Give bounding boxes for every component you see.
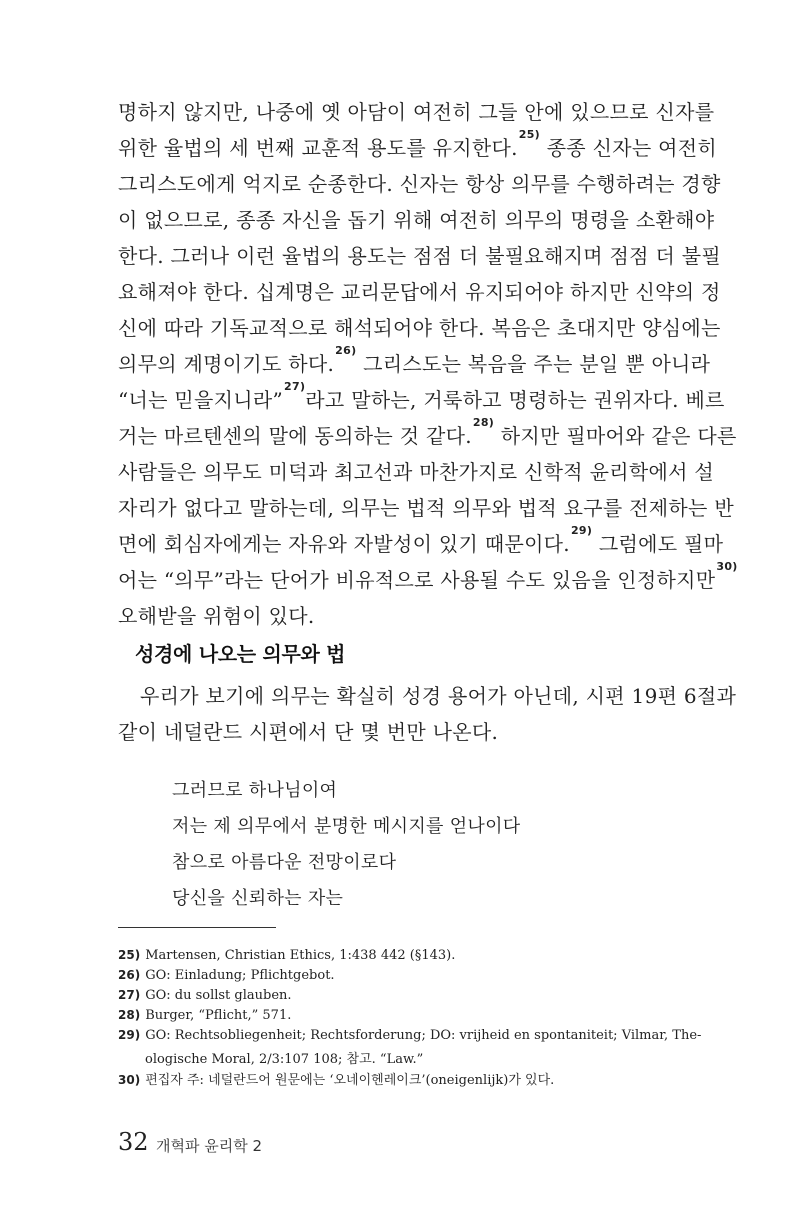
body-text: 그리스도는 복음을 주는 분일 뿐 아니라 bbox=[363, 352, 711, 376]
body-line: 이 없으므로, 종종 자신을 돕기 위해 여전히 의무의 명령을 소환해야 bbox=[118, 208, 715, 232]
body-line: 명하지 않지만, 나중에 옛 아담이 여전히 그들 안에 있으므로 신자를 bbox=[118, 100, 715, 124]
footnote-ref[interactable]: 30) bbox=[716, 560, 738, 573]
section-heading: 성경에 나오는 의무와 법 bbox=[135, 642, 346, 666]
footnote-ref[interactable]: 27) bbox=[284, 380, 306, 393]
body-line bbox=[118, 344, 711, 377]
poem-line: 저는 제 의무에서 분명한 메시지를 얻나이다 bbox=[172, 816, 521, 837]
footnote-ref[interactable]: 25) bbox=[518, 128, 541, 141]
body-line: 신에 따라 기독교적으로 해석되어야 한다. 복음은 초대지만 양심에는 bbox=[118, 316, 721, 340]
body-line: 같이 네덜란드 시편에서 단 몇 번만 나온다. bbox=[118, 720, 499, 744]
footnote: 25) Martensen, Christian Ethics, 1:438 442 (§143). bbox=[118, 948, 456, 963]
body-line bbox=[118, 128, 717, 161]
body-text: 거는 마르텐센의 말에 동의하는 것 같다. bbox=[118, 424, 472, 448]
body-text: 하지만 필마어와 같은 다른 bbox=[500, 424, 737, 448]
body-text: 어는 “의무”라는 단어가 비유적으로 사용될 수도 있음을 인정하지만 bbox=[118, 568, 716, 592]
body-line: 우리가 보기에 의무는 확실히 성경 용어가 아닌데, 시편 19편 6절과 bbox=[140, 684, 737, 708]
running-footer-title: 개혁파 윤리학 2 bbox=[156, 1137, 263, 1155]
body-line bbox=[118, 560, 738, 593]
body-line: 그리스도에게 억지로 순종한다. 신자는 항상 의무를 수행하려는 경향 bbox=[118, 172, 721, 196]
footnote: 28) Burger, “Pflicht,” 571. bbox=[118, 1008, 292, 1023]
body-text: 라고 말하는, 거룩하고 명령하는 권위자다. 베르 bbox=[305, 388, 725, 412]
body-line: 요해져야 한다. 십계명은 교리문답에서 유지되어야 하지만 신약의 정 bbox=[118, 280, 721, 304]
body-line bbox=[118, 524, 724, 557]
body-text: “너는 믿을지니라” bbox=[118, 388, 284, 412]
body-line bbox=[118, 416, 737, 449]
footnote-divider bbox=[118, 927, 276, 928]
body-line: 한다. 그러나 이런 율법의 용도는 점점 더 불필요해지며 점점 더 불필 bbox=[118, 244, 721, 268]
body-text: 그럼에도 필마 bbox=[598, 532, 724, 556]
footnote: 29) GO: Rechtsobliegenheit; Rechtsforderung; DO: vrijheid en spontaniteit; Vilmar, The- bbox=[118, 1028, 702, 1043]
footnote-ref[interactable]: 29) bbox=[570, 524, 593, 537]
footnote: 30) 편집자 주: 네덜란드어 원문에는 ‘오네이헨레이크’(oneigenlijk)가 있다. bbox=[118, 1073, 555, 1088]
poem-line: 그러므로 하나님이여 bbox=[172, 780, 338, 801]
body-line: 사람들은 의무도 미덕과 최고선과 마찬가지로 신학적 윤리학에서 설 bbox=[118, 460, 714, 484]
footnote-ref[interactable]: 26) bbox=[335, 344, 357, 357]
body-line: 자리가 없다고 말하는데, 의무는 법적 의무와 법적 요구를 전제하는 반 bbox=[118, 496, 734, 520]
body-text: 위한 율법의 세 번째 교훈적 용도를 유지한다. bbox=[118, 136, 518, 160]
body-line: 오해받을 위험이 있다. bbox=[118, 604, 315, 628]
body-text: 면에 회심자에게는 자유와 자발성이 있기 때문이다. bbox=[118, 532, 570, 556]
page-number: 32 bbox=[118, 1128, 149, 1156]
body-text: 종종 신자는 여전히 bbox=[546, 136, 717, 160]
body-line bbox=[118, 380, 725, 413]
poem-line: 참으로 아름다운 전망이로다 bbox=[172, 852, 397, 873]
footnote-ref[interactable]: 28) bbox=[472, 416, 495, 429]
poem-line: 당신을 신뢰하는 자는 bbox=[172, 888, 344, 909]
footnote: 27) GO: du sollst glauben. bbox=[118, 988, 292, 1003]
body-text: 의무의 계명이기도 하다. bbox=[118, 352, 335, 376]
footnote-continuation: ologische Moral, 2/3:107 108; 참고. “Law.” bbox=[145, 1052, 424, 1067]
footnote: 26) GO: Einladung; Pflichtgebot. bbox=[118, 968, 335, 983]
